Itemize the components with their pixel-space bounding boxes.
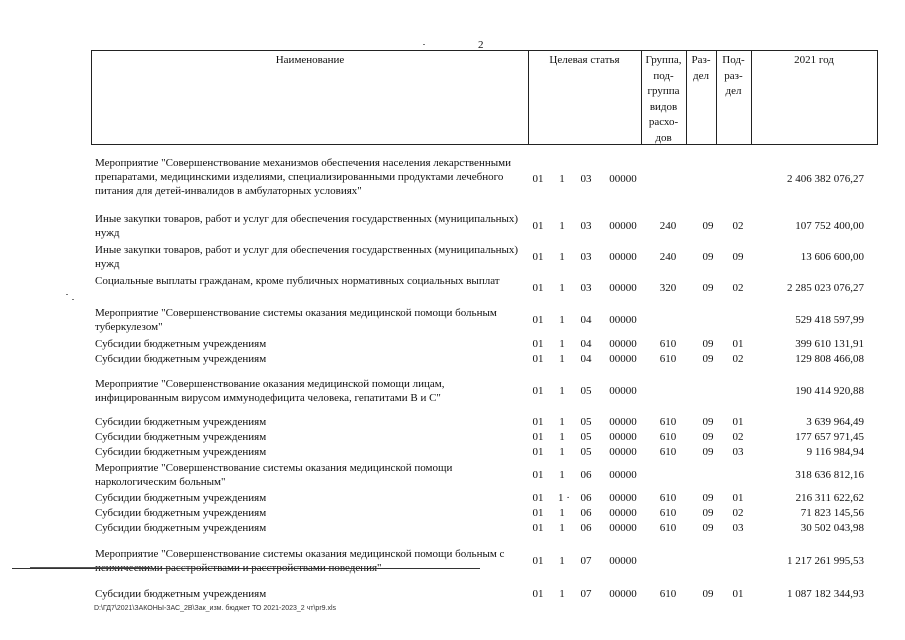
cell-subsection: 03 — [732, 522, 744, 534]
cell-subprogram: 1 · — [558, 492, 570, 504]
row-name: Иные закупки товаров, работ и услуг для обеспечения государственных (муниципальных) нужд — [95, 244, 519, 270]
row-name: Субсидии бюджетным учреждениям — [95, 431, 267, 443]
row-name: Социальные выплаты гражданам, кроме публичных нормативных социальных выплат — [95, 275, 500, 287]
cell-subprogram: 1 — [559, 522, 565, 534]
cell-amount: 318 636 812,16 — [795, 469, 864, 481]
row-name: Субсидии бюджетным учреждениям — [95, 507, 267, 519]
file-path-footer: D:\ГД7\2021\ЗАКОНЫ-ЗАС_2В\Зак_изм. бюджет ТО 2021-2023_2 чт\pr9.xls — [94, 605, 337, 612]
cell-direction: 00000 — [609, 173, 637, 185]
cell-program: 01 — [532, 385, 544, 397]
cell-direction: 00000 — [609, 431, 637, 443]
cell-amount: 399 610 131,91 — [795, 338, 864, 350]
cell-main-event: 06 — [580, 469, 592, 481]
cell-expense-group: 610 — [659, 446, 677, 458]
cell-subprogram: 1 — [559, 251, 565, 263]
row-name: Субсидии бюджетным учреждениям — [95, 338, 267, 350]
cell-subsection: 02 — [732, 220, 744, 232]
cell-subprogram: 1 — [559, 431, 565, 443]
cell-section: 09 — [702, 446, 714, 458]
cell-subsection: 01 — [732, 416, 744, 428]
cell-direction: 00000 — [609, 507, 637, 519]
cell-amount: 2 285 023 076,27 — [787, 282, 864, 294]
cell-section: 09 — [702, 416, 714, 428]
cell-section: 09 — [702, 338, 714, 350]
cell-subsection: 03 — [732, 446, 744, 458]
cell-amount: 1 087 182 344,93 — [787, 588, 864, 600]
cell-subsection: 02 — [732, 353, 744, 365]
cell-subprogram: 1 — [559, 555, 565, 567]
scan-strike-line — [12, 568, 480, 569]
cell-amount: 2 406 382 076,27 — [787, 173, 864, 185]
cell-amount: 177 657 971,45 — [795, 431, 864, 443]
header-year: 2021 год — [794, 54, 834, 66]
cell-section: 09 — [702, 282, 714, 294]
cell-program: 01 — [532, 446, 544, 458]
scan-speck — [423, 44, 425, 45]
cell-program: 01 — [532, 555, 544, 567]
cell-amount: 190 414 920,88 — [795, 385, 864, 397]
cell-direction: 00000 — [609, 446, 637, 458]
cell-subsection: 02 — [732, 431, 744, 443]
cell-main-event: 04 — [580, 353, 592, 365]
cell-subsection: 01 — [732, 588, 744, 600]
cell-amount: 529 418 597,99 — [795, 314, 864, 326]
cell-amount: 3 639 964,49 — [806, 416, 864, 428]
cell-main-event: 05 — [580, 431, 592, 443]
row-name: Субсидии бюджетным учреждениям — [95, 446, 267, 458]
scan-strike-line — [30, 567, 150, 568]
cell-subsection: 02 — [732, 507, 744, 519]
cell-subprogram: 1 — [559, 469, 565, 481]
cell-main-event: 06 — [580, 507, 592, 519]
cell-direction: 00000 — [609, 555, 637, 567]
cell-subprogram: 1 — [559, 416, 565, 428]
cell-main-event: 06 — [580, 522, 592, 534]
cell-direction: 00000 — [609, 492, 637, 504]
cell-section: 09 — [702, 507, 714, 519]
cell-section: 09 — [702, 220, 714, 232]
cell-main-event: 03 — [580, 173, 592, 185]
row-name: Субсидии бюджетным учреждениям — [95, 416, 267, 428]
cell-program: 01 — [532, 314, 544, 326]
cell-subprogram: 1 — [559, 507, 565, 519]
cell-direction: 00000 — [609, 282, 637, 294]
cell-direction: 00000 — [609, 353, 637, 365]
cell-direction: 00000 — [609, 385, 637, 397]
cell-expense-group: 610 — [659, 507, 677, 519]
row-name: Субсидии бюджетным учреждениям — [95, 522, 267, 534]
cell-subsection: 01 — [732, 492, 744, 504]
row-name: Субсидии бюджетным учреждениям — [95, 353, 267, 365]
cell-main-event: 03 — [580, 251, 592, 263]
row-name: Иные закупки товаров, работ и услуг для обеспечения государственных (муниципальных) нужд — [95, 213, 519, 239]
cell-program: 01 — [532, 251, 544, 263]
cell-subprogram: 1 — [559, 385, 565, 397]
cell-expense-group: 240 — [659, 220, 677, 232]
cell-subprogram: 1 — [559, 588, 565, 600]
cell-direction: 00000 — [609, 251, 637, 263]
cell-direction: 00000 — [609, 338, 637, 350]
cell-expense-group: 610 — [659, 431, 677, 443]
row-name: Мероприятие "Совершенствование системы оказания медицинской помощи больным туберкулезом" — [95, 307, 497, 333]
cell-main-event: 05 — [580, 446, 592, 458]
cell-section: 09 — [702, 251, 714, 263]
cell-subprogram: 1 — [559, 314, 565, 326]
row-name: Мероприятие "Совершенствование механизмов обеспечения населения лекарственными препаратами, медицинскими изделиями, специализированными продуктами лечебного питания для детей-инвалидов в амбулаторных условиях" — [95, 157, 511, 197]
cell-main-event: 04 — [580, 314, 592, 326]
cell-amount: 30 502 043,98 — [800, 522, 864, 534]
cell-program: 01 — [532, 469, 544, 481]
cell-main-event: 07 — [580, 588, 592, 600]
cell-expense-group: 610 — [659, 588, 677, 600]
row-name: Мероприятие "Совершенствование системы оказания медицинской помощи больным с психическими расстройствами и расстройствами поведения" — [95, 548, 505, 574]
header-section: Раз- дел — [691, 54, 711, 82]
cell-amount: 216 311 622,62 — [795, 492, 864, 504]
page-number: 2 — [478, 39, 484, 51]
cell-main-event: 04 — [580, 338, 592, 350]
cell-subsection: 01 — [732, 338, 744, 350]
cell-subsection: 02 — [732, 282, 744, 294]
cell-subprogram: 1 — [559, 282, 565, 294]
cell-direction: 00000 — [609, 220, 637, 232]
cell-main-event: 05 — [580, 416, 592, 428]
cell-program: 01 — [532, 353, 544, 365]
cell-subprogram: 1 — [559, 446, 565, 458]
header-subsection: Под- раз- дел — [722, 54, 745, 97]
cell-section: 09 — [702, 522, 714, 534]
cell-expense-group: 240 — [659, 251, 677, 263]
cell-main-event: 03 — [580, 220, 592, 232]
cell-program: 01 — [532, 522, 544, 534]
cell-expense-group: 610 — [659, 338, 677, 350]
cell-section: 09 — [702, 588, 714, 600]
cell-program: 01 — [532, 588, 544, 600]
header-expense-group: Группа, под- группа видов расхо- дов — [645, 54, 682, 144]
cell-amount: 71 823 145,56 — [800, 507, 864, 519]
cell-expense-group: 610 — [659, 416, 677, 428]
cell-subsection: 09 — [732, 251, 744, 263]
cell-direction: 00000 — [609, 314, 637, 326]
cell-amount: 13 606 600,00 — [800, 251, 864, 263]
cell-expense-group: 610 — [659, 492, 677, 504]
scan-speck — [66, 294, 68, 295]
cell-program: 01 — [532, 282, 544, 294]
cell-direction: 00000 — [609, 522, 637, 534]
cell-amount: 107 752 400,00 — [795, 220, 864, 232]
cell-amount: 129 808 466,08 — [795, 353, 864, 365]
cell-main-event: 06 — [580, 492, 592, 504]
cell-program: 01 — [532, 220, 544, 232]
cell-section: 09 — [702, 353, 714, 365]
cell-expense-group: 610 — [659, 522, 677, 534]
cell-direction: 00000 — [609, 469, 637, 481]
cell-subprogram: 1 — [559, 220, 565, 232]
cell-subprogram: 1 — [559, 353, 565, 365]
cell-program: 01 — [532, 507, 544, 519]
cell-direction: 00000 — [609, 416, 637, 428]
cell-main-event: 05 — [580, 385, 592, 397]
header-target-article: Целевая статья — [549, 54, 620, 66]
cell-subprogram: 1 — [559, 338, 565, 350]
cell-program: 01 — [532, 416, 544, 428]
cell-amount: 1 217 261 995,53 — [787, 555, 864, 567]
scan-speck — [72, 299, 74, 300]
cell-expense-group: 610 — [659, 353, 677, 365]
cell-program: 01 — [532, 492, 544, 504]
header-name: Наименование — [275, 54, 345, 66]
cell-subprogram: 1 — [559, 173, 565, 185]
cell-section: 09 — [702, 431, 714, 443]
cell-section: 09 — [702, 492, 714, 504]
cell-program: 01 — [532, 431, 544, 443]
row-name: Мероприятие "Совершенствование оказания медицинской помощи лицам, инфицированным вирусом иммунодефицита человека, гепатитами В и С" — [95, 378, 445, 404]
cell-program: 01 — [532, 338, 544, 350]
cell-main-event: 07 — [580, 555, 592, 567]
cell-expense-group: 320 — [659, 282, 677, 294]
row-name: Субсидии бюджетным учреждениям — [95, 588, 267, 600]
row-name: Субсидии бюджетным учреждениям — [95, 492, 267, 504]
cell-amount: 9 116 984,94 — [806, 446, 864, 458]
row-name: Мероприятие "Совершенствование системы оказания медицинской помощи наркологическим больным" — [95, 462, 453, 488]
cell-main-event: 03 — [580, 282, 592, 294]
cell-direction: 00000 — [609, 588, 637, 600]
cell-program: 01 — [532, 173, 544, 185]
